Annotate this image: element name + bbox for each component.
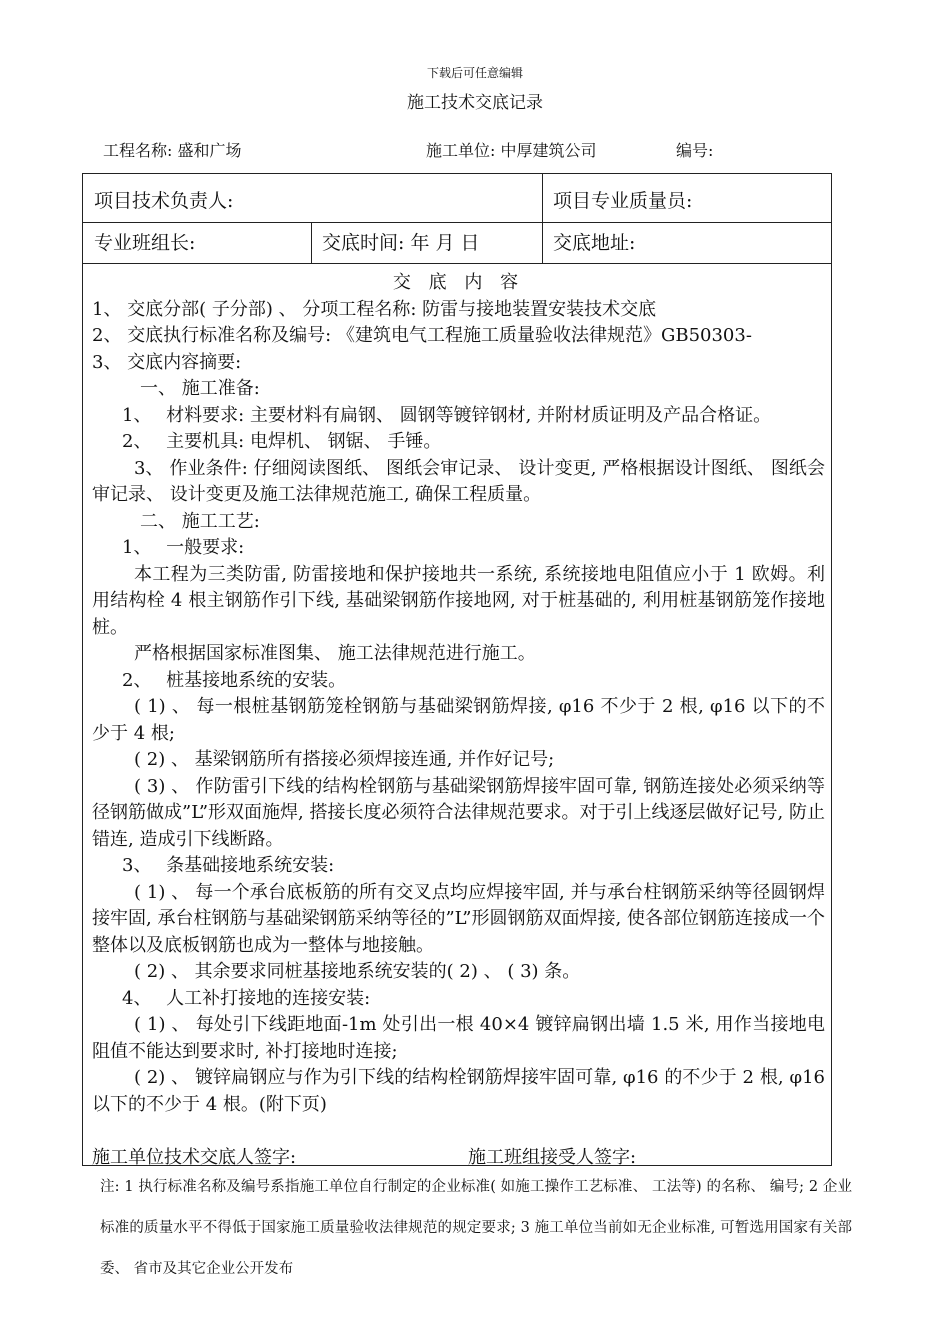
content-line: ( 2) 、 其余要求同桩基接地系统安装的( 2) 、 ( 3) 条。 — [134, 961, 581, 982]
project-name: 工程名称: 盛和广场 — [103, 141, 242, 160]
content-line: 2、 桩基接地系统的安装。 — [122, 669, 347, 691]
column-divider — [542, 174, 543, 263]
content-line: 本工程为三类防雷, 防雷接地和保护接地共一系统, 系统接地电阻值应小于 1 欧姆。利用结构栓 4 根主钢筋作引下线, 基础梁钢筋作接地网, 对于桩基础的, 利用桩基钢筋笼作接地桩。 — [92, 563, 825, 638]
quality-officer-label: 项目专业质量员: — [553, 190, 693, 212]
content-line: 2、 主要机具: 电焊机、 钢锯、 手锤。 — [122, 431, 442, 452]
content-line: ( 1) 、 每一根桩基钢筋笼栓钢筋与基础梁钢筋焊接, φ16 不少于 2 根, φ16 以下的不少于 4 根; — [92, 696, 825, 744]
content-line: 3、 作业条件: 仔细阅读图纸、 图纸会审记录、 设计变更, 严格根据设计图纸、 图纸会审记录、 设计变更及施工法律规范施工, 确保工程质量。 — [92, 457, 825, 505]
row-divider — [83, 263, 831, 264]
document-number: 编号: — [676, 141, 714, 160]
unit-signer-label: 施工单位技术交底人签字: — [92, 1147, 297, 1168]
content-line: ( 3) 、 作防雷引下线的结构栓钢筋与基础梁钢筋焊接牢固可靠, 钢筋连接处必须采纳等径钢筋做成”L”形双面施焊, 搭接长度必须符合法律规范要求。对于引上线逐层做好记号, 防止错连, 造成引下线断路。 — [92, 775, 825, 850]
team-leader-label: 专业班组长: — [94, 232, 196, 254]
briefing-time-label: 交底时间: 年 月 日 — [322, 232, 480, 254]
content-line: 1、 交底分部( 子分部) 、 分项工程名称: 防雷与接地装置安装技术交底 — [92, 298, 657, 320]
content-line: ( 2) 、 镀锌扁钢应与作为引下线的结构栓钢筋焊接牢固可靠, φ16 的不少于 2 根, φ16 以下的不少于 4 根。(附下页) — [92, 1067, 825, 1115]
content-heading: 交 底 内 容 — [392, 272, 525, 293]
document-title: 施工技术交底记录 — [407, 93, 543, 113]
footnote: 注: 1 执行标准名称及编号系指施工单位自行制定的企业标准( 如施工操作工艺标准、 工法等) 的名称、 编号; 2 企业标准的质量水平不得低于国家施工质量验收法律规范的规定要求; 3 施工单位当前如无企业标准, 可暂选用国家有关部委、 省市及其它企业公开发布 — [100, 1179, 852, 1277]
content-line: 1、 材料要求: 主要材料有扁钢、 圆钢等镀锌钢材, 并附材质证明及产品合格证。 — [122, 404, 772, 426]
section-heading: 一、 施工准备: — [140, 378, 260, 399]
content-line: 2、 交底执行标准名称及编号: 《建筑电气工程施工质量验收法律规范》GB50303- — [92, 325, 752, 346]
column-divider — [311, 222, 312, 263]
section-heading: 二、 施工工艺: — [140, 510, 260, 532]
content-line: 严格根据国家标准图集、 施工法律规范进行施工。 — [134, 643, 536, 664]
content-line: 3、 条基础接地系统安装: — [122, 855, 335, 876]
content-line: 3、 交底内容摘要: — [92, 351, 242, 373]
content-line: ( 1) 、 每处引下线距地面-1m 处引出一根 40×4 镀锌扁钢出墙 1.5 米, 用作当接地电阻值不能达到要求时, 补打接地时连接; — [92, 1014, 825, 1062]
content-line: 4、 人工补打接地的连接安装: — [122, 987, 371, 1009]
briefing-table — [82, 173, 832, 1166]
team-receiver-label: 施工班组接受人签字: — [468, 1147, 637, 1168]
download-note: 下载后可任意编辑 — [426, 66, 523, 80]
construction-unit: 施工单位: 中厚建筑公司 — [426, 141, 597, 160]
row-divider — [83, 222, 831, 223]
tech-lead-label: 项目技术负责人: — [94, 190, 234, 212]
content-line: 1、 一般要求: — [122, 537, 245, 558]
content-line: ( 2) 、 基梁钢筋所有搭接必须焊接连通, 并作好记号; — [134, 749, 555, 770]
content-line: ( 1) 、 每一个承台底板筋的所有交叉点均应焊接牢固, 并与承台柱钢筋采纳等径圆钢焊接牢固, 承台柱钢筋与基础梁钢筋采纳等径的”L”形圆钢筋双面焊接, 使各部位钢筋连接成一个整体以及底板钢筋也成为一整体与地接触。 — [92, 881, 825, 956]
briefing-place-label: 交底地址: — [553, 232, 636, 254]
briefing-content — [92, 270, 825, 1118]
